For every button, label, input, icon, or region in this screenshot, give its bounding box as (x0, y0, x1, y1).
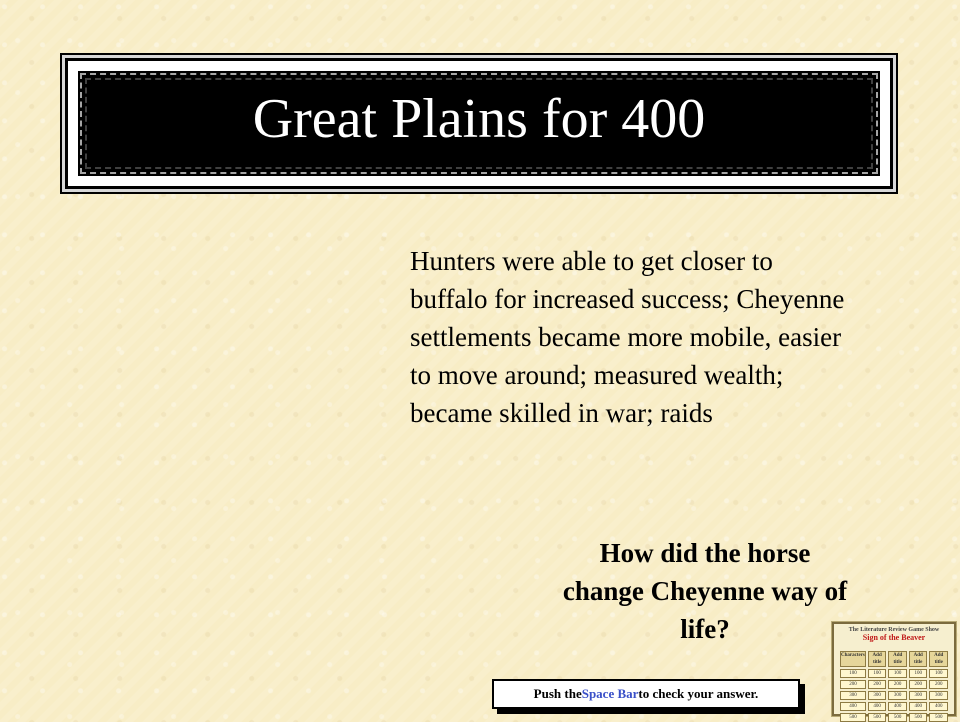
thumbnail-cell: 500 (868, 713, 887, 722)
thumbnail-cell: 100 (909, 669, 928, 678)
thumbnail-cell: 100 (840, 669, 866, 678)
thumbnail-cell: 300 (868, 691, 887, 700)
hint-suffix: to check your answer. (638, 686, 759, 701)
thumbnail-cell: 500 (888, 713, 907, 722)
thumbnail-cell: 300 (909, 691, 928, 700)
thumbnail-cell: 500 (909, 713, 928, 722)
thumbnail-subtitle: Sign of the Beaver (862, 633, 926, 642)
thumbnail-column-header: Add title (868, 651, 887, 667)
thumbnail-column-header: Add title (929, 651, 948, 667)
thumbnail-cell: 400 (909, 702, 928, 711)
space-bar-key-label: Space Bar (581, 686, 639, 701)
thumbnail-cell: 500 (840, 713, 866, 722)
thumbnail-column-header: Add title (888, 651, 907, 667)
thumbnail-cell: 100 (888, 669, 907, 678)
thumbnail-column-header: Add title (909, 651, 928, 667)
thumbnail-cell: 300 (929, 691, 948, 700)
thumbnail-cell: 400 (868, 702, 887, 711)
thumbnail-cell: 200 (909, 680, 928, 689)
hint-prefix: Push the (533, 686, 582, 701)
thumbnail-title: The Literature Review Game Show (848, 627, 940, 633)
thumbnail-cell: 400 (929, 702, 948, 711)
thumbnail-column-header: Characters (840, 651, 866, 667)
thumbnail-grid (840, 651, 948, 720)
thumbnail-cell: 200 (929, 680, 948, 689)
answer-text: Hunters were able to get closer to buffalo for increased success; Cheyenne settlements became more mobile, easier to move around; measured wealth; became skilled in war; raids (410, 246, 845, 428)
question-text: How did the horse change Cheyenne way of life? (562, 538, 848, 644)
thumbnail-cell: 400 (888, 702, 907, 711)
game-board-thumbnail (832, 622, 956, 720)
thumbnail-cell: 300 (840, 691, 866, 700)
slide-title-banner (68, 61, 890, 186)
thumbnail-cell: 100 (868, 669, 887, 678)
thumbnail-cell: 500 (929, 713, 948, 722)
slide-title: Great Plains for 400 (252, 88, 706, 150)
thumbnail-cell: 300 (888, 691, 907, 700)
thumbnail-cell: 400 (840, 702, 866, 711)
thumbnail-cell: 100 (929, 669, 948, 678)
thumbnail-cell: 200 (868, 680, 887, 689)
thumbnail-cell: 200 (888, 680, 907, 689)
space-bar-hint-button[interactable] (492, 679, 800, 709)
thumbnail-cell: 200 (840, 680, 866, 689)
